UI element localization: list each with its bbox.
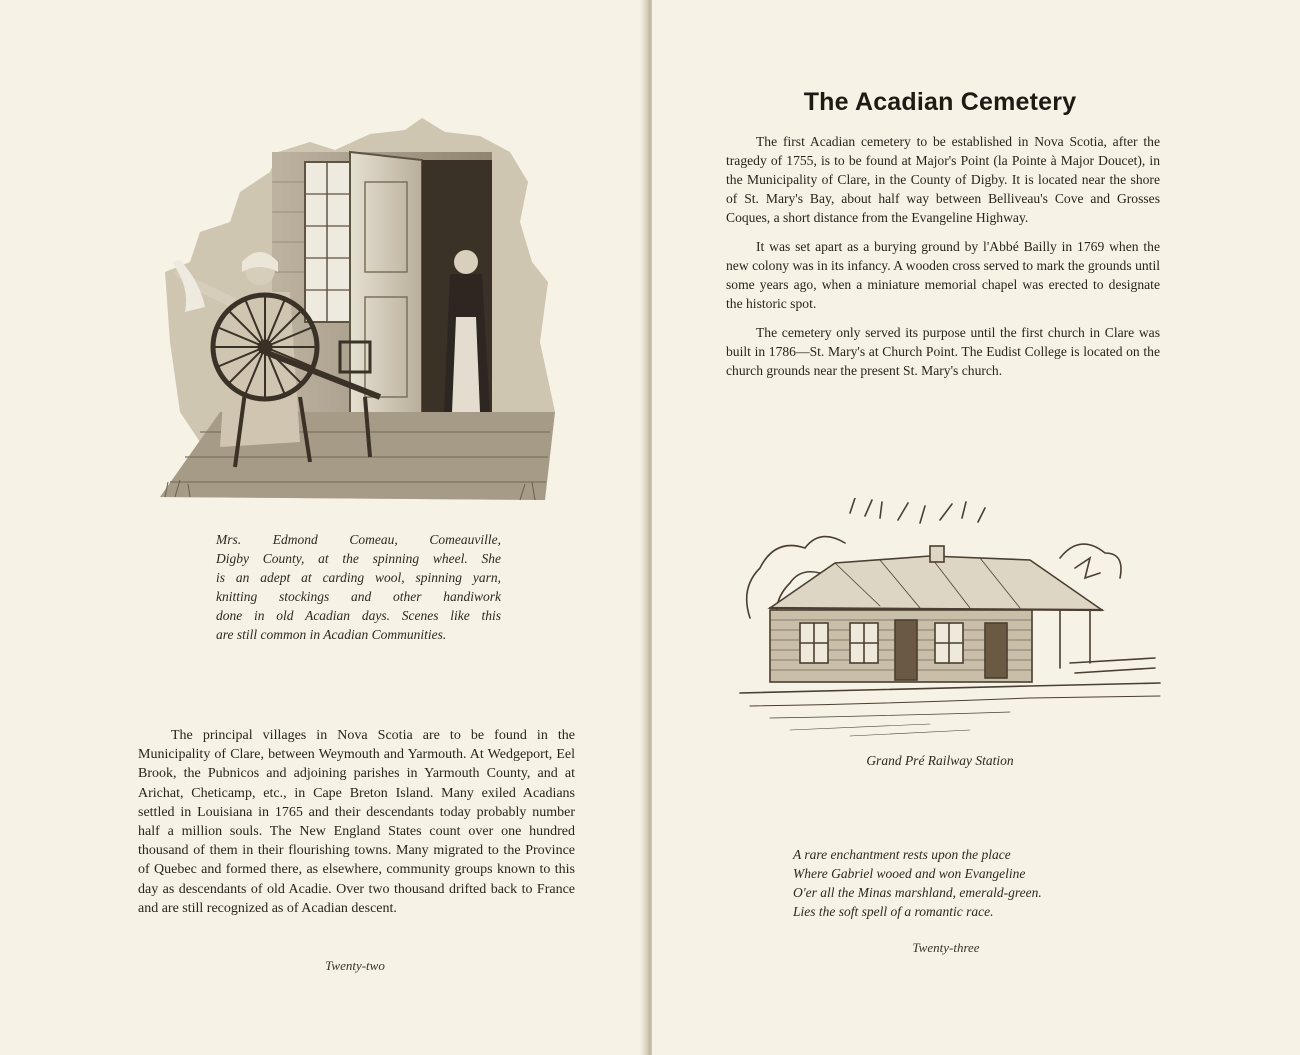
body-text-right [726, 132, 1160, 390]
paragraph: The cemetery only served its purpose until the first church in Clare was built in 1786—St. Mary's at Church Point. The Eudist College is located on the church grounds near the present St. Mary's church. [726, 325, 1160, 378]
body-text-left [138, 726, 575, 918]
poem-line: O'er all the Minas marshland, emerald-green. [793, 885, 1042, 900]
caption-line: are still common in Acadian Communities. [216, 627, 447, 642]
railway-station-illustration [730, 498, 1162, 740]
paragraph: It was set apart as a burying ground by l'Abbé Bailly in 1769 when the new colony was in its infancy. A wooden cross served to mark the grounds until some years ago, when a miniature memorial chapel was erected to designate the historic spot. [726, 239, 1160, 311]
caption-line: done in old Acadian days. Scenes like this [216, 608, 501, 623]
poem-line: A rare enchantment rests upon the place [793, 847, 1011, 862]
page-title: The Acadian Cemetery [803, 88, 1077, 116]
poem-line: Where Gabriel wooed and won Evangeline [793, 866, 1026, 881]
spinning-wheel-photo [160, 112, 562, 504]
caption-line: Digby County, at the spinning wheel. She [216, 551, 501, 566]
left-page [0, 0, 648, 1055]
caption-line: Mrs. Edmond Comeau, Comeauville, [216, 532, 501, 547]
caption-line: knitting stockings and other handiwork [216, 589, 501, 604]
poem [793, 845, 1113, 921]
caption-line: is an adept at carding wool, spinning yarn, [216, 570, 501, 585]
page-number-left: Twenty-two [325, 958, 385, 973]
photo-caption [216, 530, 501, 644]
page-number-right: Twenty-three [912, 940, 980, 955]
paragraph: The principal villages in Nova Scotia are to be found in the Municipality of Clare, between Weymouth and Yarmouth. At Wedgeport, Eel Brook, the Pubnicos and adjoining parishes in Yarmouth County, and at Arichat, Cheticamp, etc., in Cape Breton Island. Many exiled Acadians settled in Louisiana in 1765 and their descendants today probably number half a million souls. The New England States count over one hundred thousand of them in their flourishing towns. Many migrated to the Province of Quebec and formed there, as elsewhere, community groups known to this day as descendants of old Acadie. Over two thousand drifted back to France and are still recognized as of Acadian descent. [138, 728, 575, 916]
paragraph: The first Acadian cemetery to be established in Nova Scotia, after the tragedy of 1755, is to be found at Major's Point (la Pointe à Major Doucet), in the Municipality of Clare, in the County of Digby. It is located near the shore of St. Mary's Bay, about half way between Belliveau's Cove and Grosses Coques, a short distance from the Evangeline Highway. [726, 134, 1160, 225]
poem-line: Lies the soft spell of a romantic race. [793, 904, 994, 919]
illustration-caption: Grand Pré Railway Station [866, 753, 1014, 768]
